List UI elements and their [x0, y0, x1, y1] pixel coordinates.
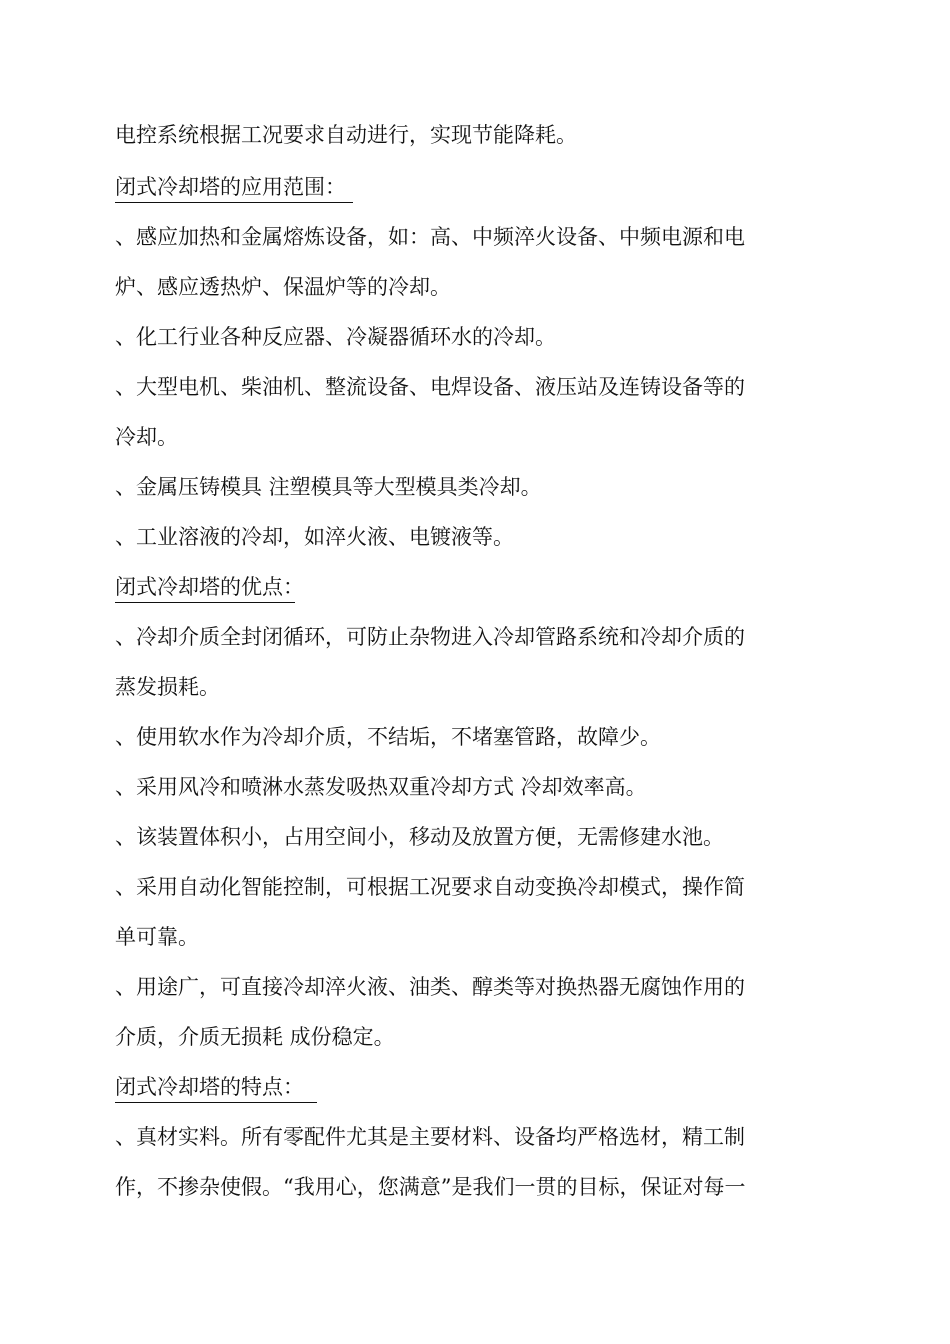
heading-text: 闭式冷却塔的优点： [115, 574, 295, 603]
list-item: 、冷却介质全封闭循环，可防止杂物进入冷却管路系统和冷却介质的 [115, 625, 745, 649]
list-item: 、真材实料。所有零配件尤其是主要材料、设备均严格选材，精工制 [115, 1125, 745, 1149]
list-item: 、采用风冷和喷淋水蒸发吸热双重冷却方式 冷却效率高。 [115, 775, 647, 799]
section-heading-features [115, 1074, 317, 1103]
list-item-continuation: 作，不掺杂使假。“我用心，您满意”是我们一贯的目标，保证对每一 [115, 1175, 746, 1199]
list-item: 、采用自动化智能控制，可根据工况要求自动变换冷却模式，操作简 [115, 875, 745, 899]
list-item-continuation: 蒸发损耗。 [115, 675, 220, 699]
list-item-continuation: 冷却。 [115, 425, 178, 449]
list-item-continuation: 炉、感应透热炉、保温炉等的冷却。 [115, 275, 451, 299]
list-item: 、用途广，可直接冷却淬火液、油类、醇类等对换热器无腐蚀作用的 [115, 975, 745, 999]
section-heading-advantages [115, 574, 304, 603]
list-item: 、感应加热和金属熔炼设备，如：高、中频淬火设备、中频电源和电 [115, 225, 745, 249]
list-item: 、大型电机、柴油机、整流设备、电焊设备、液压站及连铸设备等的 [115, 375, 745, 399]
intro-line: 电控系统根据工况要求自动进行，实现节能降耗。 [115, 123, 577, 147]
list-item: 、化工行业各种反应器、冷凝器循环水的冷却。 [115, 325, 556, 349]
list-item-continuation: 介质，介质无损耗 成份稳定。 [115, 1025, 395, 1049]
heading-text: 闭式冷却塔的应用范围： [115, 174, 353, 203]
list-item: 、工业溶液的冷却，如淬火液、电镀液等。 [115, 525, 514, 549]
section-heading-application [115, 174, 353, 203]
list-item-continuation: 单可靠。 [115, 925, 199, 949]
heading-text: 闭式冷却塔的特点： [115, 1074, 317, 1103]
list-item: 、金属压铸模具 注塑模具等大型模具类冷却。 [115, 475, 542, 499]
list-item: 、该装置体积小，占用空间小，移动及放置方便，无需修建水池。 [115, 825, 724, 849]
list-item: 、使用软水作为冷却介质，不结垢，不堵塞管路，故障少。 [115, 725, 661, 749]
